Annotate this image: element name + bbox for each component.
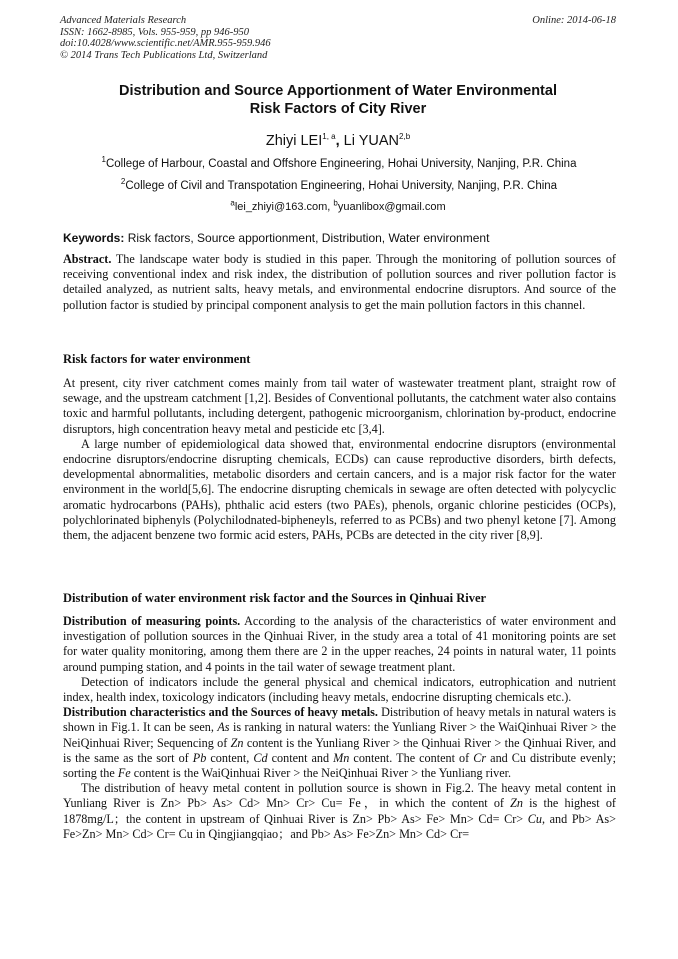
subheading-heavy-metals: Distribution characteristics and the Sources of heavy metals. bbox=[63, 705, 378, 720]
element-symbol: Zn bbox=[510, 796, 524, 811]
section-distribution-body bbox=[63, 614, 616, 842]
doi-line: doi:10.4028/www.scientific.net/AMR.955-959.946 bbox=[60, 38, 271, 49]
author-2-affil: 2,b bbox=[399, 132, 411, 142]
journal-name: Advanced Materials Research bbox=[60, 15, 187, 26]
email-a: lei_zhiyi@163.com, bbox=[234, 201, 334, 213]
email-b-mark: b bbox=[333, 198, 338, 208]
author-2: Li YUAN bbox=[343, 133, 400, 149]
paper-title bbox=[60, 82, 616, 118]
keywords bbox=[63, 231, 619, 245]
section-heading-distribution: Distribution of water environment risk factor and the Sources in Qinhuai River bbox=[63, 591, 487, 605]
text-run: content and bbox=[267, 750, 334, 765]
text-run: , and Pb> As> Fe>Zn> Mn> Cd> Cr= Cu in Qingjiangqiao；and Pb> As> Fe>Zn> Mn> Cd> Cr= bbox=[63, 811, 616, 841]
element-symbol: Cu bbox=[527, 811, 542, 826]
affiliation-1-text: College of Harbour, Coastal and Offshore Engineering, Hohai University, Nanjing, P.R. China bbox=[105, 158, 577, 170]
email-b: yuanlibox@gmail.com bbox=[337, 201, 446, 213]
text-run: is the highest of 1878mg/L；the content in upstream of Qinhuai River is Zn> Pb> As> Fe> Mn> Cd= Cr> bbox=[63, 796, 616, 826]
author-1: Zhiyi LEI bbox=[265, 133, 323, 149]
text-run: The distribution of heavy metal content in pollution source is shown in Fig.2. The heavy metal content in Yunliang River is Zn> Pb> As> Cd> Mn> Cr> Cu= Fe，in which the content of bbox=[63, 781, 616, 811]
element-symbol: Cr bbox=[473, 750, 487, 765]
affiliation-2-text: College of Civil and Transpotation Engineering, Hohai University, Nanjing, P.R. China bbox=[125, 180, 558, 192]
paragraph-text: According to the analysis of the characteristics of water environment and investigation of pollution sources in the Qinhuai River, in the study area a total of 41 monitoring points are set for water quality monitoring, among them there are 2 in the upper reaches, 24 points in natural water, 11 points around pumping station, and 4 points in the tail water of sewage treatment plant. bbox=[63, 614, 616, 674]
paragraph: At present, city river catchment comes mainly from tail water of wastewater treatment plant, straight row of sewage, and the upstream catchment [1,2]. Besides of Conventional pollutants, the catchment water also contains toxic and harmful pollutants, including detergent, pathogenic microorganism, chlorination by-product, endocrine disruptors, high concentration heavy metal and pesticide etc [3,4]. bbox=[63, 376, 616, 436]
element-symbol: As bbox=[217, 720, 230, 735]
text-run: content is the Yunliang River > the Qinhuai River > the Qinhuai River, and is the same as the sort of bbox=[63, 735, 616, 765]
keywords-label: Keywords: bbox=[63, 231, 125, 245]
section-heading-risk-factors: Risk factors for water environment bbox=[63, 352, 251, 366]
title-line-2: Risk Factors of City River bbox=[249, 101, 427, 117]
affiliation-2 bbox=[40, 177, 638, 192]
abstract-text: The landscape water body is studied in this paper. Through the monitoring of pollution sources of receiving conventional index and risk index, the distribution of pollution sources and river pollution factor is detailed analyzed, as nutrient salts, heavy metals, and environmental endocrine disruptors. And source of the pollution factor is studied by principal component analysis to get the main pollution factors in this channel. bbox=[63, 252, 616, 312]
element-symbol: Zn bbox=[230, 735, 244, 750]
paragraph bbox=[63, 781, 616, 842]
title-line-1: Distribution and Source Apportionment of Water Environmental bbox=[119, 83, 557, 99]
copyright-line: © 2014 Trans Tech Publications Ltd, Switzerland bbox=[60, 49, 268, 61]
abstract-label: Abstract. bbox=[63, 252, 112, 266]
keywords-text: Risk factors, Source apportionment, Distribution, Water environment bbox=[124, 231, 490, 245]
element-symbol: Cd bbox=[253, 750, 268, 765]
author-1-affil: 1, a bbox=[322, 132, 336, 142]
author-line bbox=[60, 133, 616, 149]
text-run: content is the WaiQinhuai River > the NeiQinhuai River > the Yunliang river. bbox=[130, 766, 512, 781]
paragraph bbox=[63, 705, 616, 781]
text-run: Distribution of heavy metals in natural waters is shown in Fig.1. It can be seen, bbox=[63, 705, 616, 735]
issn-line: ISSN: 1662-8985, Vols. 955-959, pp 946-950 bbox=[60, 26, 249, 38]
text-run: and Cu distribute evenly; sorting the bbox=[63, 750, 616, 781]
email-a-mark: a bbox=[230, 198, 235, 208]
element-symbol: Fe bbox=[117, 766, 131, 781]
affiliation-1 bbox=[40, 155, 638, 170]
paragraph: Detection of indicators include the general physical and chemical indicators, eutrophication and nutrient index, health index, toxicology indicators (including heavy metals, endocrine disrupting chemicals etc.). bbox=[63, 674, 616, 705]
abstract bbox=[63, 252, 616, 313]
author-separator: , bbox=[335, 133, 344, 149]
element-symbol: Mn bbox=[333, 750, 350, 765]
journal-header bbox=[60, 15, 616, 61]
subheading-measuring-points: Distribution of measuring points. bbox=[63, 614, 241, 628]
element-symbol: Pb bbox=[192, 750, 207, 765]
email-line bbox=[60, 198, 616, 213]
text-run: is ranking in natural waters: the Yunliang River > the WaiQinhuai River > the NeiQinhuai River; Sequencing of bbox=[63, 720, 616, 750]
text-run: content. The content of bbox=[349, 750, 474, 765]
text-run: content, bbox=[206, 750, 254, 765]
paragraph bbox=[63, 614, 616, 675]
online-date: Online: 2014-06-18 bbox=[532, 15, 616, 26]
affiliation-2-mark: 2 bbox=[120, 177, 126, 187]
affiliation-1-mark: 1 bbox=[101, 155, 106, 165]
paragraph: A large number of epidemiological data showed that, environmental endocrine disruptors (environmental endocrine disruptors/endocrine disrupting chemicals, ECDs) can cause reproductive disorders, birth defects, developmental abnormalities, metabolic disorders and certain cancers, and is a major risk factor for the water environment in the world[5,6]. The endocrine disrupting chemicals in sewage are often detected with polycyclic aromatic hydrocarbons (PAHs), phthalic acid esters (two PAEs), phenols, organic chlorine pesticides (OCPs), polychlorinated biphenyls (Polychilodnated-bipheneyls, referred to as PCBs) and two phenyl ketone [7]. Among them, the adjacent benzene two formic acid esters, PAHs, PCBs are detected in the city river [8,9]. bbox=[63, 436, 616, 543]
section-risk-factors-body bbox=[63, 376, 616, 543]
